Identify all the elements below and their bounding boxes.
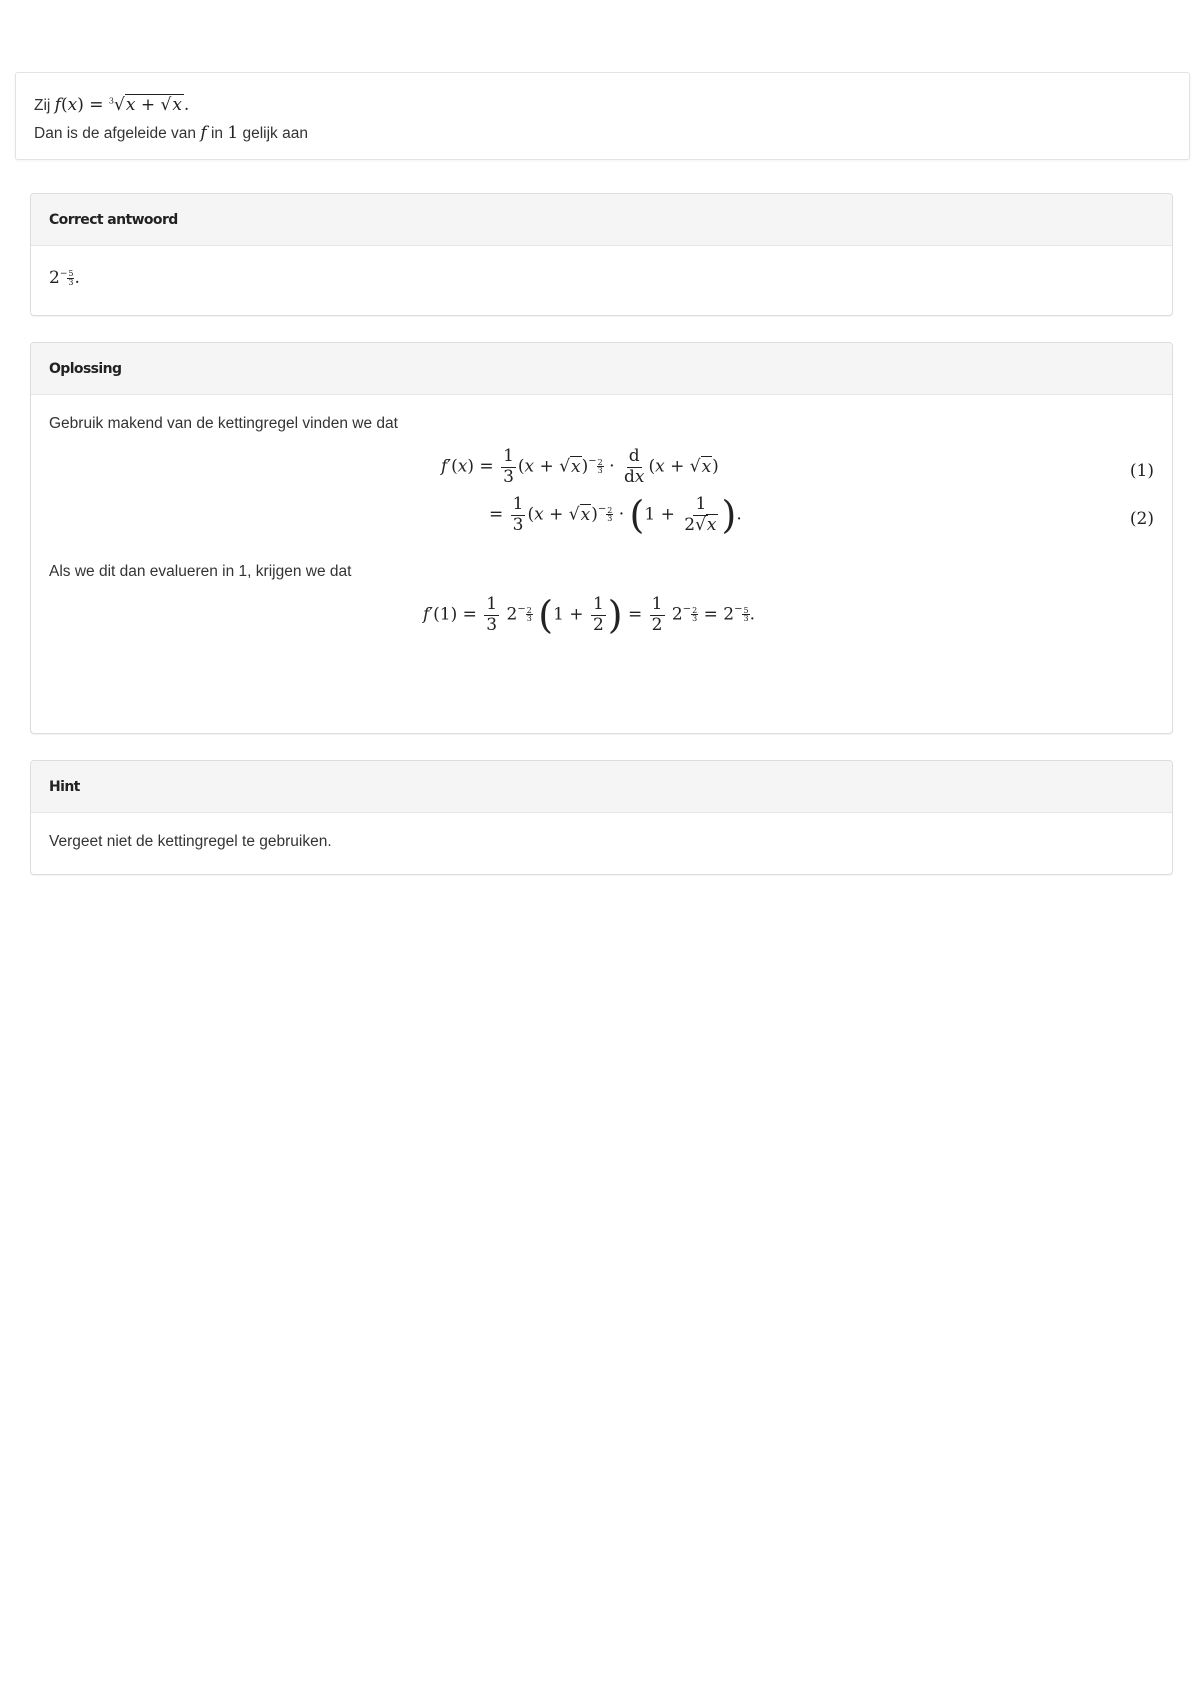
function-definition: f(x) = $^3$√x + √x . [54,95,190,115]
solution-intro: Gebruik makend van de kettingregel vinden we dat [49,415,398,432]
evaluate-text: Als we dit dan evalueren in 1, krijgen we dat [49,563,352,580]
question-card [15,72,1190,160]
solution-panel: Oplossing Gebruik makend van de kettingregel vinden we dat f′(x) = $\frac{1}{3}$ (x + √x)− $\frac{2}{3}$ · $\frac{d}{dx}$ (x + √x) (1) = $\frac{1}{3}$ (x + √x)− $\frac{2}{3}$ · (1 + $\frac{1}{2√x}$ ). (2) Als we dit dan evalueren in 1, krijgen we dat f′(1) = $\frac{1}{3}$ 2− $\frac{2}{3}$ (1 + $\frac{1}{2}$ ) = $\frac{1}{2}$ 2− $\frac{2}{3}$ = 2− $\frac{5}{3}$ . [30,342,1173,734]
question-line-2 [34,123,308,143]
hint-heading: Hint [31,761,1172,813]
hint-panel [30,760,1173,875]
correct-answer-value: 2 − $\frac{5}{3}$ . [49,268,80,288]
function-symbol: f [200,123,207,143]
question-line2-suffix: gelijk aan [242,125,308,142]
correct-answer-panel [30,193,1173,316]
equation-2-number: (2) [1129,509,1154,529]
hint-text: Vergeet niet de kettingregel te gebruiken. [49,833,332,850]
question-line2-prefix: Dan is de afgeleide van [34,125,197,142]
question-line-1 [34,95,189,115]
evaluation-point: 1 [227,123,239,143]
question-line2-mid: in [210,125,224,142]
equation-1-number: (1) [1129,461,1154,481]
question-prefix: Zij [34,97,51,114]
correct-answer-heading: Correct antwoord [31,194,1172,246]
solution-heading: Oplossing [31,343,1172,395]
